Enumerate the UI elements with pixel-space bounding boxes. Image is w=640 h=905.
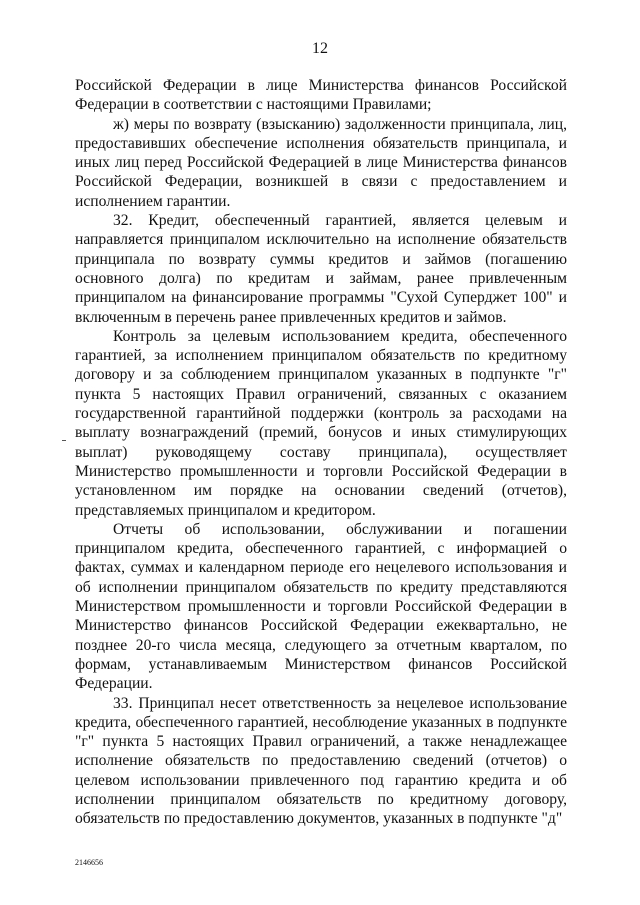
page-number: 12 (312, 40, 328, 57)
document-body (75, 76, 567, 829)
paragraph-control: Контроль за целевым использованием кредита, обеспеченного гарантией, за исполнением принципалом обязательств по кредитному договору и за соблюдением принципалом указанных в подпункте "г" пункта 5 настоящих Правил ограничений, связанных с оказанием государственной гарантийной поддержки (контроль за расходами на выплату вознаграждений (премий, бонусов и иных стимулирующих выплат) руководящему составу принципала), осуществляет Министерство промышленности и торговли Российской Федерации в установленном им порядке на основании сведений (отчетов), представляемых принципалом и кредитором. (75, 327, 567, 519)
paragraph-clause-33: 33. Принципал несет ответственность за нецелевое использование кредита, обеспеченного гарантией, несоблюдение указанных в подпункте "г" пункта 5 настоящих Правил ограничений, а также ненадлежащее исполнение обязательств по предоставлению сведений (отчетов) о целевом использовании привлеченного под гарантию кредита и об исполнении принципалом обязательств по кредитному договору, обязательств по предоставлению документов, указанных в подпункте "д" (75, 694, 567, 828)
paragraph-clause-32: 32. Кредит, обеспеченный гарантией, является целевым и направляется принципалом исключительно на исполнение обязательств принципала по возврату суммы кредитов и займов (погашению основного долга) по кредитам и займам, ранее привлеченным принципалом на финансирование программы "Сухой Суперджет 100" и включенным в перечень ранее привлеченных кредитов и займов. (75, 212, 567, 326)
paragraph-item-zh: ж) меры по возврату (взысканию) задолженности принципала, лиц, предоставивших обеспечение исполнения обязательств принципала, и иных лиц перед Российской Федерацией в лице Министерства финансов Российской Федерации, возникшей в связи с предоставлением и исполнением гарантии. (75, 115, 567, 210)
paragraph-continuation: Российской Федерации в лице Министерства финансов Российской Федерации в соответствии с настоящими Правилами; (75, 77, 567, 114)
paragraph-reports: Отчеты об использовании, обслуживании и погашении принципалом кредита, обеспеченного гарантией, с информацией о фактах, суммах и календарном периоде его нецелевого использования и об исполнении принципалом обязательств по кредиту представляются Министерством промышленности и торговли Российской Федерации в Министерство финансов Российской Федерации ежеквартально, не позднее 20-го числа месяца, следующего за отчетным кварталом, по формам, устанавливаемым Министерством финансов Российской Федерации. (75, 520, 567, 693)
document-id: 2146656 (75, 858, 103, 867)
margin-mark (62, 440, 66, 441)
